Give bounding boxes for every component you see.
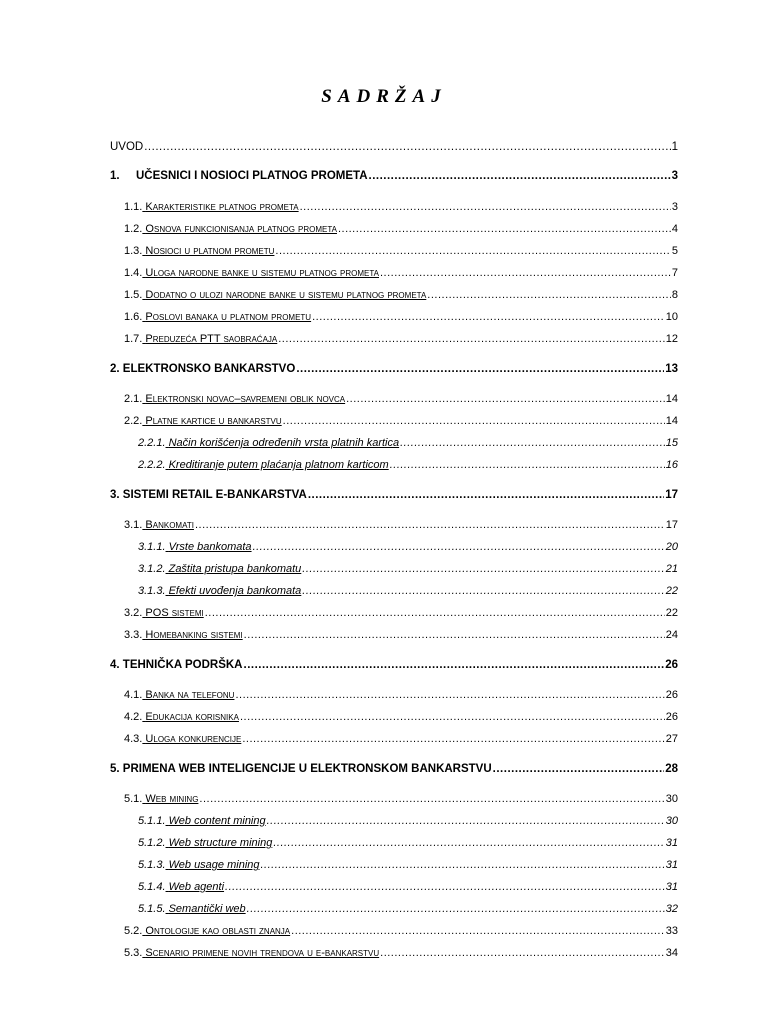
toc-entry-number: 1.7.: [124, 333, 143, 345]
toc-entry-label: [110, 763, 492, 776]
toc-entry-page-number: 16: [665, 459, 678, 471]
toc-entry-page-number: 32: [665, 903, 678, 915]
toc-entry-page-number: 14: [665, 415, 678, 427]
toc-entry-number: 1.: [110, 170, 120, 182]
toc-entry-page-number: 3: [671, 201, 678, 213]
toc-entry-number: 5.1.5.: [138, 903, 166, 915]
toc-entry-page-number: 26: [665, 689, 678, 701]
toc-entry-text: Efekti uvođenja bankomata: [168, 585, 302, 597]
toc-entry-label: [124, 629, 243, 642]
dot-leader: [244, 629, 665, 642]
toc-entry-label: [138, 859, 260, 872]
toc-entry-label: [124, 289, 426, 302]
dot-leader: [273, 837, 664, 850]
toc-entry-page-number: 26: [665, 659, 678, 671]
toc-entry-text: Web mining: [145, 793, 199, 805]
toc-entry-page-number: 21: [665, 563, 678, 575]
toc-entry-number: 1.1.: [124, 201, 143, 213]
toc-entry[interactable]: [138, 560, 678, 576]
dot-leader: [195, 519, 665, 532]
dot-leader: [261, 859, 665, 872]
toc-entry[interactable]: [138, 456, 678, 472]
toc-entry-number: 5.1.: [124, 793, 143, 805]
toc-entry-page-number: 27: [665, 733, 678, 745]
dot-leader: [291, 925, 665, 938]
toc-entry-text: Način korišćenja određenih vrsta platnih kartica: [168, 437, 400, 449]
toc-entry-page-number: 30: [665, 815, 678, 827]
toc-entry-number: 5.1.4.: [138, 881, 166, 893]
dot-leader: [380, 267, 671, 280]
toc-entry-label: [124, 793, 198, 806]
toc-entry-number: 5.2.: [124, 925, 143, 937]
toc-entry[interactable]: [124, 730, 678, 746]
toc-entry-page-number: 17: [665, 519, 678, 531]
toc-entry-page-number: 14: [665, 393, 678, 405]
toc-entry-text: Homebanking sistemi: [145, 629, 243, 641]
toc-entry-page-number: 30: [665, 793, 678, 805]
toc-entry-text: Bankomati: [145, 519, 194, 531]
toc-entry-label: [138, 437, 399, 450]
dot-leader: [338, 223, 671, 236]
toc-entry-number: 1.3.: [124, 245, 143, 257]
toc-entry-number: 4.2.: [124, 711, 143, 723]
toc-entry[interactable]: [124, 330, 678, 346]
toc-entry-label: [138, 563, 301, 576]
dot-leader: [283, 415, 665, 428]
toc-entry-text: Uloga konkurencije: [145, 733, 242, 745]
toc-entry-label: [124, 415, 282, 428]
toc-entry-text: Elektronski novac–savremeni oblik novca: [145, 393, 346, 405]
toc-entry-text: Web structure mining: [168, 837, 273, 849]
toc-entry[interactable]: [110, 138, 678, 154]
dot-leader: [235, 689, 664, 702]
toc-entry-label: [124, 519, 194, 532]
toc-entry-text: Ontologije kao oblasti znanja: [145, 925, 291, 937]
toc-entry-page-number: 10: [665, 311, 678, 323]
toc-entry-label: [138, 541, 252, 554]
toc-entry[interactable]: [138, 878, 678, 894]
toc-entry[interactable]: [138, 538, 678, 554]
toc-entry-number: 1.2.: [124, 223, 143, 235]
toc-entry-text: Dodatno o ulozi narodne banke u sistemu platnog prometa: [145, 289, 427, 301]
toc-entry[interactable]: [124, 922, 678, 938]
dot-leader: [380, 947, 665, 960]
toc-entry-text: Kreditiranje putem plaćanja platnom karticom: [168, 459, 389, 471]
toc-entry-text: SISTEMI RETAIL E-BANKARSTVA: [122, 489, 307, 501]
toc-entry[interactable]: [138, 834, 678, 850]
toc-entry-text: Osnova funkcionisanja platnog prometa: [145, 223, 337, 235]
toc-entry[interactable]: [124, 412, 678, 428]
dot-leader: [400, 437, 665, 450]
toc-entry-label: [138, 459, 389, 472]
toc-entry-page-number: 12: [665, 333, 678, 345]
toc-entry-text: Uloga narodne banke u sistemu platnog prometa: [145, 267, 379, 279]
page-title: SADRŽAJ: [321, 86, 447, 107]
toc-entry-text: Vrste bankomata: [168, 541, 252, 553]
toc-entry[interactable]: [124, 626, 678, 642]
toc-entry[interactable]: [124, 944, 678, 960]
toc-entry-text: Scenario primene novih trendova u e-bankarstvu: [145, 947, 380, 959]
toc-entry-page-number: 3: [671, 170, 678, 182]
toc-entry[interactable]: [138, 900, 678, 916]
toc-entry-text: Poslovi banaka u platnom prometu: [145, 311, 312, 323]
toc-entry-number: 5.1.1.: [138, 815, 166, 827]
toc-entry-label: [124, 689, 234, 702]
dot-leader: [493, 763, 665, 776]
toc-entry-page-number: 7: [671, 267, 678, 279]
toc-entry[interactable]: [110, 656, 678, 672]
toc-entry-page-number: 15: [665, 437, 678, 449]
toc-entry-label: [138, 585, 301, 598]
toc-entry-page-number: 24: [665, 629, 678, 641]
toc-entry-label: [124, 267, 379, 280]
dot-leader: [225, 881, 665, 894]
dot-leader: [253, 541, 665, 554]
dot-leader: [278, 333, 665, 346]
toc-entry-label: [124, 311, 311, 324]
toc-entry-label: [138, 881, 224, 894]
toc-entry-label: [124, 711, 239, 724]
dot-leader: [302, 563, 664, 576]
toc-entry-label: [124, 201, 299, 214]
toc-entry-number: 4.: [110, 659, 120, 671]
toc-entry-number: 5.1.3.: [138, 859, 166, 871]
toc-entry-page-number: 28: [665, 763, 678, 775]
toc-entry-number: 3.2.: [124, 607, 143, 619]
toc-entry-number: 2.2.1.: [138, 437, 166, 449]
toc-entry-number: 1.5.: [124, 289, 143, 301]
dot-leader: [302, 585, 664, 598]
toc-entry-number: 2.: [110, 363, 120, 375]
toc-entry-page-number: 34: [665, 947, 678, 959]
toc-entry-text: Platne kartice u bankarstvu: [145, 415, 282, 427]
toc-entry-text: PRIMENA WEB INTELIGENCIJE U ELEKTRONSKOM BANKARSTVU: [122, 763, 492, 775]
toc-entry-number: 4.3.: [124, 733, 143, 745]
toc-entry[interactable]: [124, 790, 678, 806]
dot-leader: [427, 289, 671, 302]
toc-entry[interactable]: [138, 812, 678, 828]
toc-entry-label: [138, 837, 272, 850]
toc-entry[interactable]: [124, 198, 678, 214]
dot-leader: [205, 607, 665, 620]
toc-entry-number: 5.3.: [124, 947, 143, 959]
toc-entry[interactable]: [138, 856, 678, 872]
toc-entry-label: [124, 733, 241, 746]
dot-leader: [199, 793, 664, 806]
dot-leader: [144, 141, 670, 154]
toc-entry[interactable]: [124, 286, 678, 302]
toc-entry-number: 4.1.: [124, 689, 143, 701]
dot-leader: [390, 459, 665, 472]
toc-entry[interactable]: [138, 434, 678, 450]
toc-entry-page-number: 31: [665, 881, 678, 893]
toc-entry[interactable]: [110, 760, 678, 776]
toc-entry-label: [110, 363, 295, 376]
toc-entry[interactable]: [124, 308, 678, 324]
toc-entry[interactable]: [124, 604, 678, 620]
toc-entry-text: UČESNICI I NOSIOCI PLATNOG PROMETA: [136, 170, 368, 182]
dot-leader: [267, 815, 665, 828]
dot-leader: [312, 311, 665, 324]
toc-entry-number: 1.6.: [124, 311, 143, 323]
dot-leader: [244, 659, 665, 672]
toc-entry-text: UVOD: [110, 141, 144, 153]
toc-entry-text: Web content mining: [168, 815, 266, 827]
toc-entry-text: TEHNIČKA PODRŠKA: [122, 659, 243, 671]
toc-entry-page-number: 22: [665, 585, 678, 597]
dot-leader: [242, 733, 664, 746]
dot-leader: [346, 393, 665, 406]
toc-entry-page-number: 13: [665, 363, 678, 375]
dot-leader: [247, 903, 665, 916]
toc-entry-number: 3.1.: [124, 519, 143, 531]
dot-leader: [308, 489, 664, 502]
toc-entry-label: [124, 333, 277, 346]
toc-entry-number: 5.: [110, 763, 120, 775]
toc-entry[interactable]: [110, 486, 678, 502]
toc-entry-page-number: 8: [671, 289, 678, 301]
toc-entry-page-number: 33: [665, 925, 678, 937]
toc-entry-text: Web usage mining: [168, 859, 260, 871]
toc-entry[interactable]: [124, 390, 678, 406]
toc-entry-number: 2.1.: [124, 393, 143, 405]
toc-entry-label: [110, 141, 143, 154]
toc-entry-number: 3.: [110, 489, 120, 501]
toc-entry[interactable]: [124, 708, 678, 724]
toc-entry-text: Semantički web: [168, 903, 246, 915]
toc-entry[interactable]: [124, 242, 678, 258]
toc-entry-page-number: 5: [671, 245, 678, 257]
toc-entry-page-number: 17: [665, 489, 678, 501]
toc-entry-label: [138, 903, 246, 916]
toc-entry-page-number: 31: [665, 837, 678, 849]
toc-entry-text: Banka na telefonu: [145, 689, 235, 701]
toc-entry-label: [124, 223, 337, 236]
dot-leader: [275, 245, 670, 258]
dot-leader: [369, 170, 671, 183]
toc-entry-text: Karakteristike platnog prometa: [145, 201, 299, 213]
toc-entry[interactable]: [110, 167, 678, 183]
toc-entry-text: ELEKTRONSKO BANKARSTVO: [122, 363, 296, 375]
toc-entry-number: 3.1.2.: [138, 563, 166, 575]
toc-entry-label: [124, 925, 290, 938]
toc-entry-page-number: 1: [671, 141, 678, 153]
toc-entry-number: 5.1.2.: [138, 837, 166, 849]
toc-entry-label: [110, 170, 368, 183]
toc-entry-number: 1.4.: [124, 267, 143, 279]
dot-leader: [240, 711, 665, 724]
toc-entry[interactable]: [124, 516, 678, 532]
toc-entry-page-number: 20: [665, 541, 678, 553]
toc-entry-number: 2.2.: [124, 415, 143, 427]
toc-entry-label: [138, 815, 266, 828]
toc-entry-page-number: 26: [665, 711, 678, 723]
toc-entry-number: 3.3.: [124, 629, 143, 641]
toc-entry[interactable]: [124, 686, 678, 702]
toc-entry-label: [124, 947, 379, 960]
toc-entry-number: 3.1.3.: [138, 585, 166, 597]
toc-entry[interactable]: [124, 264, 678, 280]
toc-entry-page-number: 31: [665, 859, 678, 871]
toc-entry-label: [124, 245, 274, 258]
toc-entry-label: [110, 659, 243, 672]
dot-leader: [296, 363, 664, 376]
toc-entry-text: Zaštita pristupa bankomatu: [168, 563, 302, 575]
toc-entry-label: [124, 607, 204, 620]
toc-entry-number: 2.2.2.: [138, 459, 166, 471]
toc-entry[interactable]: [110, 360, 678, 376]
toc-entry-text: Edukacija korisnika: [145, 711, 239, 723]
toc-entry-label: [124, 393, 345, 406]
toc-entry-page-number: 4: [671, 223, 678, 235]
toc-entry-text: POS sistemi: [145, 607, 204, 619]
toc-entry-text: Preduzeća PTT saobraćaja: [145, 333, 278, 345]
toc-entry-label: [110, 489, 307, 502]
toc-entry-number: 3.1.1.: [138, 541, 166, 553]
toc-entry[interactable]: [138, 582, 678, 598]
toc-entry-page-number: 22: [665, 607, 678, 619]
dot-leader: [300, 201, 671, 214]
toc-entry[interactable]: [124, 220, 678, 236]
toc-entry-text: Web agenti: [168, 881, 225, 893]
toc-entry-text: Nosioci u platnom prometu: [145, 245, 275, 257]
